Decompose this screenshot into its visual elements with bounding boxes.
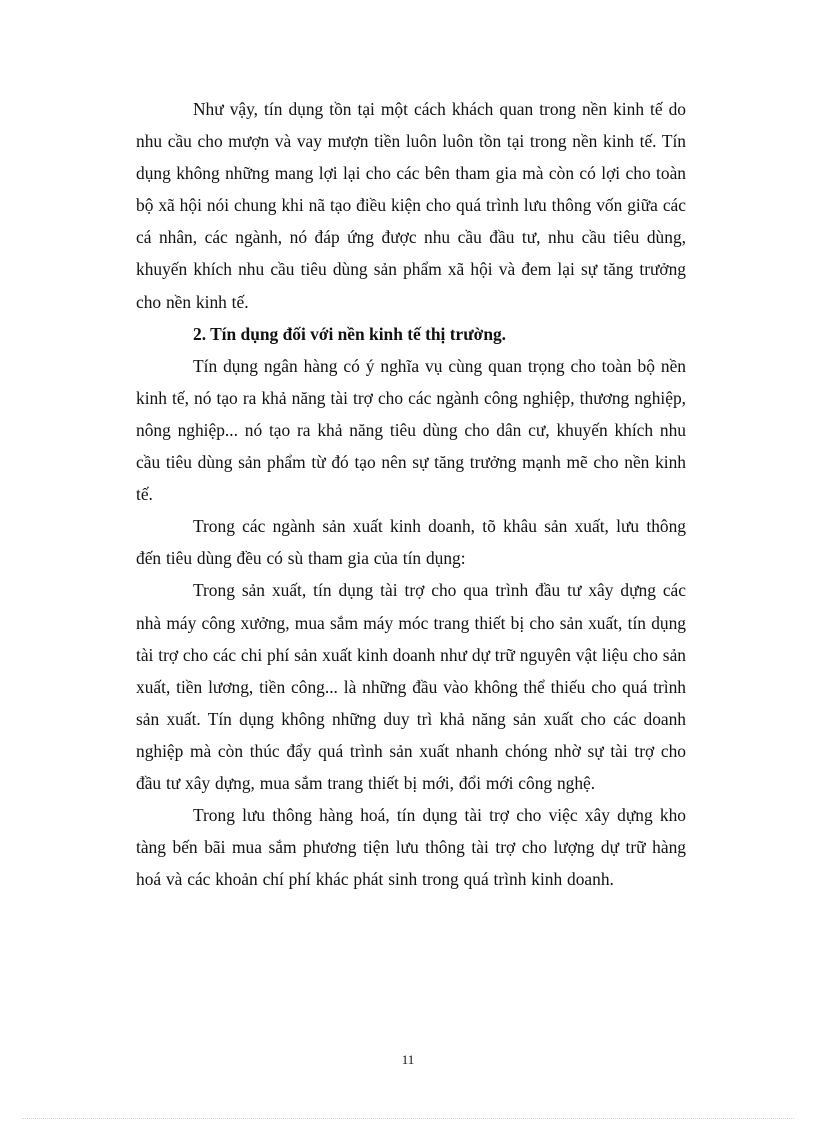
- section-heading: 2. Tín dụng đối với nền kinh tế thị trường.: [193, 323, 507, 344]
- page-number: 11: [401, 1052, 415, 1067]
- paragraph-bank-credit: Tín dụng ngân hàng có ý nghĩa vụ cùng quan trọng cho toàn bộ nền kinh tế, nó tạo ra khả năng tài trợ cho các ngành công nghiệp, thương nghiệp, nông nghiệp... nó tạo ra khả năng tiêu dùng cho dân cư, khuyến khích nhu cầu tiêu dùng sản phẩm từ đó tạo nên sự tăng trưởng mạnh mẽ cho nền kinh tế.: [136, 355, 686, 505]
- paragraph-business-sectors: Trong các ngành sản xuất kinh doanh, tõ khâu sản xuất, lưu thông đến tiêu dùng đều có sù tham gia của tín dụng:: [136, 516, 686, 569]
- footer-divider: [22, 1118, 794, 1119]
- document-body: [136, 93, 686, 895]
- paragraph-intro: Như vậy, tín dụng tồn tại một cách khách quan trong nền kinh tế do nhu cầu cho mượn và vay mượn tiền luôn luôn tồn tại trong nền kinh tế. Tín dụng không những mang lợi lại cho các bên tham gia mà còn có lợi cho toàn bộ xã hội nói chung khi nã tạo điều kiện cho quá trình lưu thông vốn giữa các cá nhân, các ngành, nó đáp ứng được nhu cầu đầu tư, nhu cầu tiêu dùng, khuyến khích nhu cầu tiêu dùng sản phẩm xã hội và đem lại sự tăng trưởng cho nền kinh tế.: [136, 99, 686, 312]
- paragraph-circulation: Trong lưu thông hàng hoá, tín dụng tài trợ cho việc xây dựng kho tàng bến bãi mua sắm phương tiện lưu thông tài trợ cho lượng dự trữ hàng hoá và các khoản chí phí khác phát sinh trong quá trình kinh doanh.: [136, 805, 686, 890]
- paragraph-production: Trong sản xuất, tín dụng tài trợ cho qua trình đầu tư xây dựng các nhà máy công xưởng, mua sắm máy móc trang thiết bị cho sản xuất, tín dụng tài trợ cho các chi phí sản xuất kinh doanh như dự trữ nguyên vật liệu cho sản xuất, tiền lương, tiền công... là những đầu vào không thể thiếu cho quá trình sản xuất. Tín dụng không những duy trì khả năng sản xuất cho các doanh nghiệp mà còn thúc đẩy quá trình sản xuất nhanh chóng nhờ sự tài trợ cho đầu tư xây dựng, mua sắm trang thiết bị mới, đổi mới công nghệ.: [136, 580, 686, 793]
